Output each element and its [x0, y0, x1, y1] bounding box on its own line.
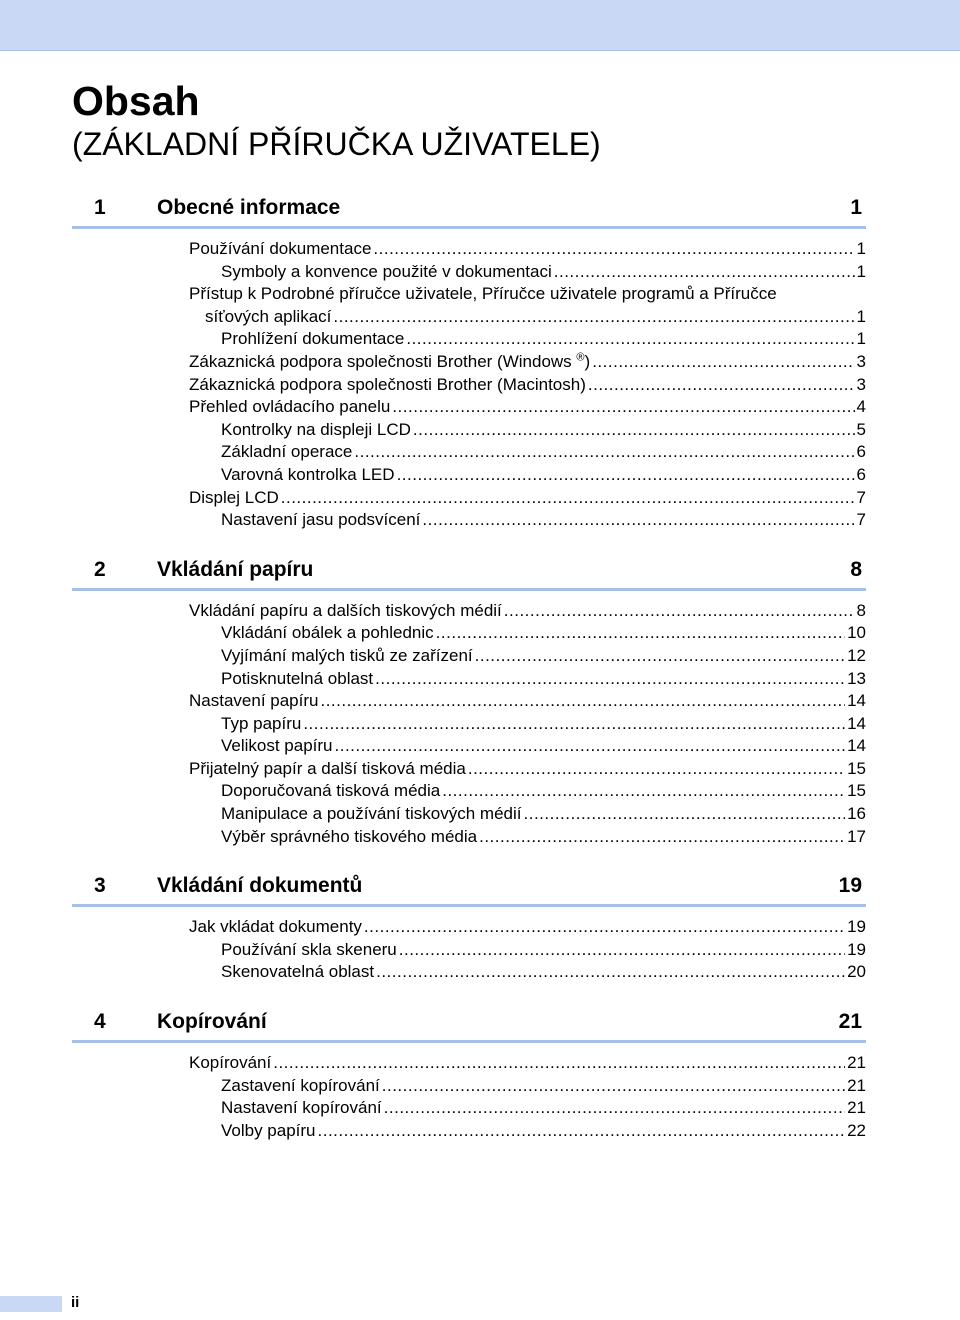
toc-entry[interactable]	[189, 690, 866, 713]
toc-entry-text	[189, 351, 590, 374]
toc-entry[interactable]	[221, 1097, 866, 1120]
toc-entry-page: 5	[856, 419, 866, 439]
dot-leader	[479, 826, 845, 849]
dot-leader	[354, 441, 854, 464]
toc-entry-text: Velikost papíru	[221, 736, 333, 756]
toc-entry-page: 3	[856, 351, 866, 371]
dot-leader	[442, 780, 845, 803]
page-title	[72, 78, 601, 164]
toc-entry-page: 14	[847, 691, 866, 711]
chapter-title: Vkládání papíru	[157, 557, 314, 581]
chapter-entries	[72, 1043, 866, 1163]
toc-entry-page: 12	[847, 645, 866, 665]
toc-entry-text: Potisknutelná oblast	[221, 668, 374, 688]
toc-entry-page: 13	[847, 668, 866, 688]
toc-entry-text: Displej LCD	[189, 487, 279, 507]
footer-band	[0, 1296, 62, 1312]
toc-entry-page: 21	[847, 1075, 866, 1095]
toc-entry-text: Vyjímání malých tisků ze zařízení	[221, 645, 473, 665]
toc-entry[interactable]	[221, 826, 866, 849]
toc-entry-page: 1	[856, 329, 866, 349]
dot-leader	[373, 238, 854, 261]
toc-entry-text: Doporučovaná tisková média	[221, 781, 441, 801]
toc-entry[interactable]	[189, 916, 866, 939]
toc-entry-text: Vkládání obálek a pohlednic	[221, 623, 434, 643]
toc-entry[interactable]	[189, 283, 866, 306]
toc-entry-text: Nastavení jasu podsvícení	[221, 510, 421, 530]
toc-entry[interactable]	[189, 758, 866, 781]
dot-leader	[318, 1120, 846, 1143]
toc-entry-text: Přehled ovládacího panelu	[189, 397, 391, 417]
toc-entry[interactable]	[189, 351, 866, 374]
toc-entry[interactable]	[221, 780, 866, 803]
dot-leader	[554, 261, 855, 284]
toc-entry-text: Přístup k Podrobné příručce uživatele, Příručce uživatele programů a Příručce	[189, 284, 777, 304]
dot-leader	[333, 306, 854, 329]
chapter-title: Vkládání dokumentů	[157, 874, 363, 898]
dot-leader	[375, 668, 845, 691]
toc-entry-page: 19	[847, 939, 866, 959]
chapter-1	[72, 191, 866, 553]
toc-entry-text: Vkládání papíru a dalších tiskových médií	[189, 600, 502, 620]
toc-entry-text: Jak vkládat dokumenty	[189, 917, 362, 937]
toc-entry[interactable]	[221, 645, 866, 668]
dot-leader	[364, 916, 845, 939]
toc-entry-text: Přijatelný papír a další tisková média	[189, 758, 466, 778]
chapter-page: 19	[838, 874, 862, 898]
toc-entry-text: Zastavení kopírování	[221, 1075, 380, 1095]
toc-entry[interactable]	[221, 464, 866, 487]
chapter-entries	[72, 591, 866, 870]
dot-leader	[592, 351, 854, 374]
toc-entry-page: 19	[847, 917, 866, 937]
toc-entry-page: 7	[856, 510, 866, 530]
chapter-entries	[72, 229, 866, 553]
toc-entry-text: Kontrolky na displeji LCD	[221, 419, 411, 439]
toc-entry[interactable]	[221, 961, 866, 984]
toc-entry-text: Manipulace a používání tiskových médií	[221, 804, 522, 824]
toc-entry-text: Nastavení kopírování	[221, 1098, 382, 1118]
chapter-heading[interactable]	[72, 191, 866, 229]
toc-entry[interactable]	[221, 419, 866, 442]
toc-entry-page: 15	[847, 781, 866, 801]
toc-entry-page: 6	[856, 464, 866, 484]
dot-leader	[399, 939, 845, 962]
toc-entry[interactable]	[189, 396, 866, 419]
toc-entry-text: Kopírování	[189, 1053, 272, 1073]
dot-leader	[524, 803, 846, 826]
chapter-4	[72, 1005, 866, 1163]
toc-entry-text: Používání dokumentace	[189, 239, 372, 258]
toc-entry-page: 4	[856, 397, 866, 417]
dot-leader	[392, 396, 854, 419]
chapter-heading[interactable]	[72, 869, 866, 907]
toc-entry[interactable]	[221, 509, 866, 532]
toc-entry-page: 1	[856, 306, 866, 326]
chapter-page: 8	[850, 557, 862, 581]
toc-entry-text: Výběr správného tiskového média	[221, 826, 478, 846]
toc-entry-page: 1	[856, 239, 866, 258]
toc-entry[interactable]	[189, 600, 866, 623]
toc-entry-text: síťových aplikací	[205, 306, 332, 326]
toc-entry-page: 15	[847, 758, 866, 778]
registered-mark: ®	[576, 351, 585, 364]
dot-leader	[436, 622, 845, 645]
chapter-2	[72, 553, 866, 870]
dot-leader	[397, 464, 855, 487]
toc-entry-text-after: )	[584, 351, 591, 371]
toc-entry[interactable]	[221, 735, 866, 758]
toc-entry[interactable]	[189, 487, 866, 510]
chapter-number: 3	[94, 874, 106, 898]
dot-leader	[422, 509, 854, 532]
toc-entry-page: 10	[847, 623, 866, 643]
dot-leader	[406, 328, 854, 351]
toc-entry[interactable]	[221, 803, 866, 826]
toc-entry-text: Zákaznická podpora společnosti Brother (Macintosh)	[189, 374, 586, 394]
toc-entry-page: 22	[847, 1120, 866, 1140]
toc-entry-page: 7	[856, 487, 866, 507]
dot-leader	[468, 758, 845, 781]
toc-entry-page: 21	[847, 1053, 866, 1073]
toc-entry[interactable]	[189, 374, 866, 397]
chapter-entries	[72, 907, 866, 1005]
toc-entry[interactable]	[189, 1052, 866, 1075]
toc-entry[interactable]	[221, 713, 866, 736]
toc-entry[interactable]	[221, 1120, 866, 1143]
toc-entry-page: 16	[847, 804, 866, 824]
dot-leader	[384, 1097, 845, 1120]
chapter-heading[interactable]	[72, 1005, 866, 1043]
chapter-heading[interactable]	[72, 553, 866, 591]
toc-entry-text: Nastavení papíru	[189, 691, 319, 711]
toc-entry-text: Skenovatelná oblast	[221, 962, 375, 982]
page-number: ii	[71, 1294, 80, 1311]
toc-entry-page: 1	[856, 261, 866, 281]
toc-entry[interactable]	[221, 261, 866, 284]
toc-entry-page: 3	[856, 374, 866, 394]
chapter-title: Kopírování	[157, 1010, 267, 1034]
toc-entry-text: Symboly a konvence použité v dokumentaci	[221, 261, 552, 281]
page-title-main: Obsah	[72, 78, 200, 124]
dot-leader	[273, 1052, 845, 1075]
page-title-sub: (ZÁKLADNÍ PŘÍRUČKA UŽIVATELE)	[72, 126, 601, 162]
dot-leader	[335, 735, 846, 758]
toc-entry-page: 14	[847, 736, 866, 756]
dot-leader	[413, 419, 855, 442]
toc-entry-page: 21	[847, 1098, 866, 1118]
chapter-number: 1	[94, 196, 106, 219]
toc-entry-text: Typ papíru	[221, 713, 302, 733]
toc-entry-continuation[interactable]	[205, 306, 866, 329]
dot-leader	[475, 645, 845, 668]
toc-entry-text: Varovná kontrolka LED	[221, 464, 395, 484]
chapter-number: 4	[94, 1010, 106, 1034]
toc-entry-text: Volby papíru	[221, 1120, 316, 1140]
toc-entry[interactable]	[221, 622, 866, 645]
dot-leader	[504, 600, 855, 623]
toc-entry[interactable]	[221, 441, 866, 464]
toc-entry-page: 8	[856, 600, 866, 620]
toc-entry[interactable]	[221, 939, 866, 962]
dot-leader	[281, 487, 855, 510]
toc-entry[interactable]	[221, 1075, 866, 1098]
chapter-number: 2	[94, 557, 106, 581]
toc-entry-page: 17	[847, 826, 866, 846]
toc-entry-text-main: Zákaznická podpora společnosti Brother (Windows	[189, 351, 572, 371]
toc-entry-text: Základní operace	[221, 442, 353, 462]
chapter-page: 1	[850, 196, 862, 219]
chapter-title: Obecné informace	[157, 196, 341, 219]
toc-entry[interactable]	[221, 668, 866, 691]
toc-entry-page: 20	[847, 962, 866, 982]
toc-entry-page: 14	[847, 713, 866, 733]
dot-leader	[320, 690, 845, 713]
dot-leader	[382, 1075, 845, 1098]
table-of-contents	[72, 191, 866, 1163]
toc-entry[interactable]	[221, 328, 866, 351]
dot-leader	[588, 374, 855, 397]
toc-entry-text: Prohlížení dokumentace	[221, 329, 405, 349]
toc-entry-page: 6	[856, 442, 866, 462]
dot-leader	[303, 713, 845, 736]
chapter-page: 21	[838, 1010, 862, 1034]
chapter-3	[72, 869, 866, 1005]
dot-leader	[376, 961, 845, 984]
toc-entry[interactable]	[189, 238, 866, 261]
header-band	[0, 0, 960, 51]
toc-entry-text: Používání skla skeneru	[221, 939, 397, 959]
